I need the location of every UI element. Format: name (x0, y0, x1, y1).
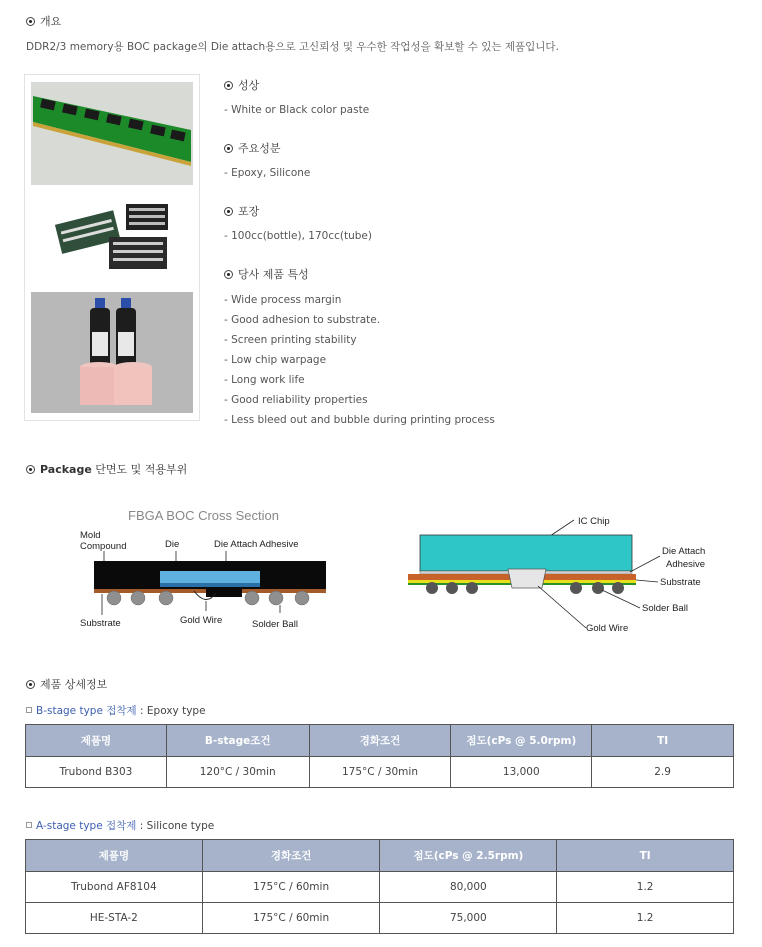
table-cell: 13,000 (451, 757, 592, 788)
overview-description: DDR2/3 memory용 BOC package의 Die attach용으로 고신뢰성 및 우수한 작업성을 확보할 수 있는 제품입니다. (26, 41, 559, 53)
bullet-icon (224, 207, 233, 216)
table-cell: 175°C / 60min (202, 903, 380, 934)
label-solder-ball: Solder Ball (252, 619, 298, 630)
square-bullet-icon (26, 707, 32, 713)
square-bullet-icon (26, 822, 32, 828)
property-heading-packaging: 포장 (224, 203, 259, 219)
feature-line: - Screen printing stability (224, 334, 357, 346)
table-row (26, 757, 734, 788)
table-cell: 120°C / 30min (166, 757, 309, 788)
product-image-panel (24, 74, 200, 421)
table-row (26, 872, 734, 903)
column-header: B-stage조건 (166, 725, 309, 757)
fbga-boc-cross-section-diagram (76, 503, 332, 633)
details-heading: 제품 상세정보 (26, 676, 107, 692)
feature-line: - Less bleed out and bubble during printing process (224, 414, 495, 426)
package-heading: Package 단면도 및 적용부위 (26, 461, 187, 477)
table-cell: Trubond B303 (26, 757, 167, 788)
a-stage-table (25, 839, 734, 934)
feature-line: - Wide process margin (224, 294, 342, 306)
label-gold-wire: Gold Wire (180, 615, 223, 626)
column-header: 경화조건 (309, 725, 451, 757)
bullet-icon (224, 81, 233, 90)
property-line: - White or Black color paste (224, 104, 370, 116)
label-substrate: Substrate (80, 618, 121, 629)
property-heading-appearance: 성상 (224, 77, 259, 93)
label-mold: Mold (80, 530, 101, 541)
dimm-module-image (31, 82, 193, 185)
label-die-attach: Die Attach Adhesive (214, 539, 299, 550)
bullet-icon (224, 270, 233, 279)
table-header-row (26, 840, 734, 872)
column-header: TI (557, 840, 734, 872)
table-cell: Trubond AF8104 (26, 872, 203, 903)
table-cell: 80,000 (380, 872, 557, 903)
column-header: TI (592, 725, 734, 757)
column-header: 제품명 (26, 840, 203, 872)
table-cell: 1.2 (557, 903, 734, 934)
feature-line: - Low chip warpage (224, 354, 327, 366)
bullet-icon (26, 680, 35, 689)
property-heading-features: 당사 제품 특성 (224, 266, 309, 282)
label-gold-wire: Gold Wire (586, 623, 629, 634)
overview-heading: 개요 (26, 13, 61, 29)
property-heading-composition: 주요성분 (224, 140, 281, 156)
b-stage-table (25, 724, 734, 788)
table-cell: 175°C / 60min (202, 872, 380, 903)
column-header: 점도(cPs @ 2.5rpm) (380, 840, 557, 872)
table-row (26, 903, 734, 934)
label-ic-chip: IC Chip (578, 516, 610, 527)
a-stage-label: A-stage type 접착제 : Silicone type (26, 818, 214, 833)
table-cell: HE-STA-2 (26, 903, 203, 934)
table-header-row (26, 725, 734, 757)
table-cell: 75,000 (380, 903, 557, 934)
label-solder-ball: Solder Ball (642, 603, 688, 614)
boc-package-image (31, 194, 193, 278)
bottle-packaging-image (31, 292, 193, 413)
b-stage-label: B-stage type 접착제 : Epoxy type (26, 703, 206, 718)
column-header: 제품명 (26, 725, 167, 757)
label-die-attach-2: Adhesive (666, 559, 706, 570)
label-die-attach-1: Die Attach (662, 546, 706, 557)
column-header: 점도(cPs @ 5.0rpm) (451, 725, 592, 757)
table-cell: 2.9 (592, 757, 734, 788)
property-line: - Epoxy, Silicone (224, 167, 311, 179)
column-header: 경화조건 (202, 840, 380, 872)
table-cell: 175°C / 30min (309, 757, 451, 788)
feature-line: - Long work life (224, 374, 305, 386)
bullet-icon (26, 465, 35, 474)
feature-line: - Good reliability properties (224, 394, 368, 406)
chip-cross-section-diagram (404, 512, 724, 636)
bullet-icon (224, 144, 233, 153)
label-die: Die (165, 539, 180, 550)
diagram-title: FBGA BOC Cross Section (128, 508, 279, 523)
label-compound: Compound (80, 541, 127, 552)
table-cell: 1.2 (557, 872, 734, 903)
label-substrate: Substrate (660, 577, 701, 588)
property-line: - 100cc(bottle), 170cc(tube) (224, 230, 372, 242)
feature-line: - Good adhesion to substrate. (224, 314, 381, 326)
bullet-icon (26, 17, 35, 26)
